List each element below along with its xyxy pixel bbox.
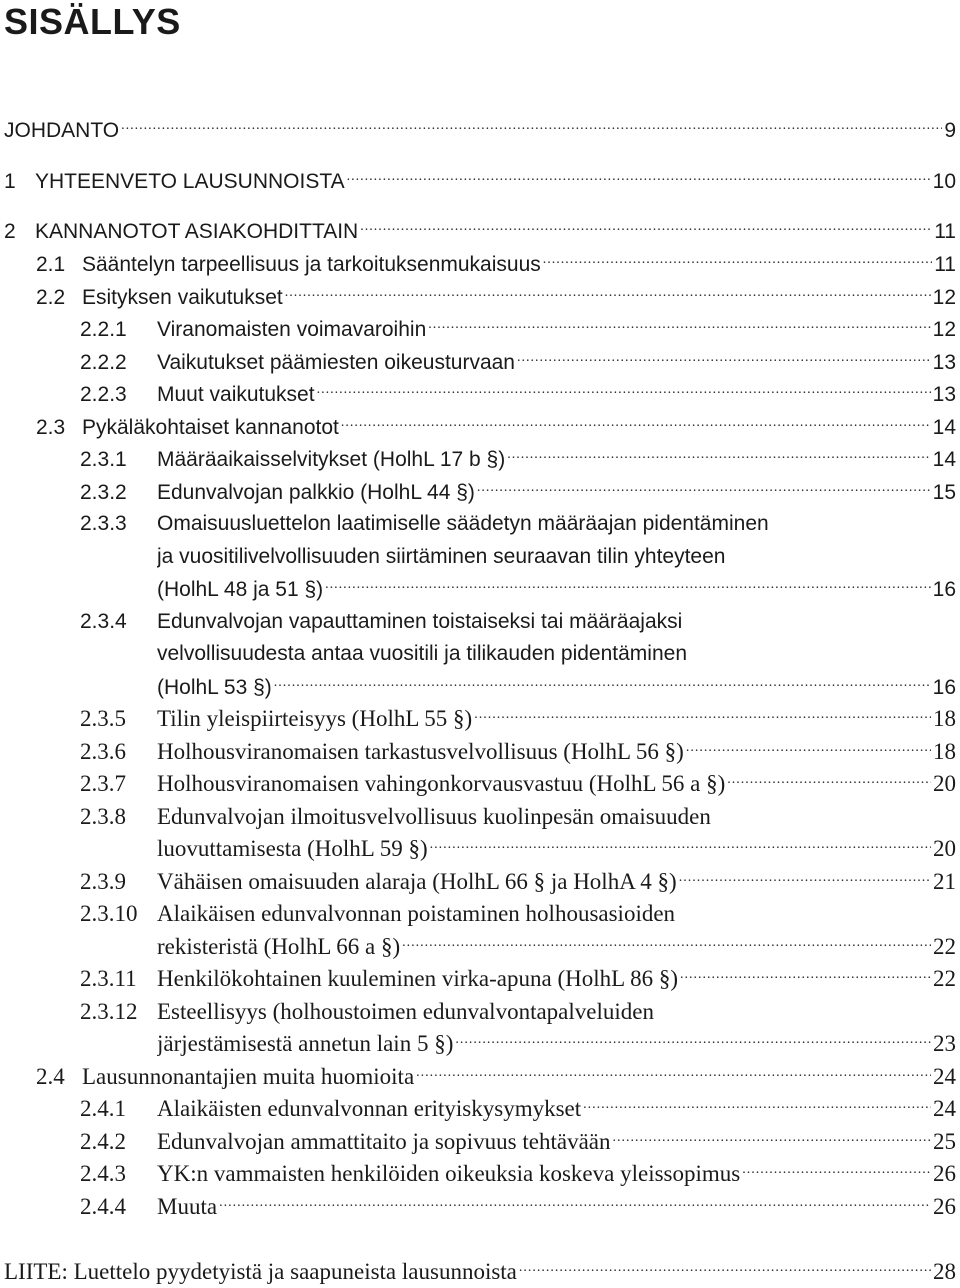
toc-entry-title: Omaisuusluettelon laatimiselle säädetyn määräajan pidentäminen [157,512,769,535]
dot-leader [416,1061,931,1084]
toc-entry[interactable] [80,1158,956,1190]
toc-entry[interactable] [80,768,956,800]
toc-entry-page-number: 16 [932,676,956,699]
toc-entry-title: YK:n vammaisten henkilöiden oikeuksia koskeva yleissopimus [157,1161,741,1186]
dot-leader [428,313,930,336]
toc-entry[interactable] [80,346,956,378]
toc-entry-title: LIITE: Luettelo pyydetyistä ja saapuneista lausunnoista [4,1259,517,1284]
toc-entry-page-number: 13 [932,351,956,374]
toc-entry-number: 2.4.2 [80,1129,126,1154]
toc-entry-title: Alaikäisten edunvalvonnan erityiskysymykset [157,1096,582,1121]
toc-entry[interactable] [80,1191,956,1223]
dot-leader [519,1256,931,1279]
toc-entry[interactable] [157,833,956,865]
toc-entry-number: 2.4.4 [80,1194,126,1219]
toc-entry[interactable] [4,165,956,197]
dot-leader [219,1191,931,1214]
toc-entry-number: 2.4.3 [80,1161,126,1186]
toc-entry-title: Vähäisen omaisuuden alaraja (HolhL 66 § ja HolhA 4 §) [157,869,677,894]
toc-entry-title: Alaikäisen edunvalvonnan poistaminen holhousasioiden [157,901,676,926]
toc-entry-title: YHTEENVETO LAUSUNNOISTA [35,170,345,193]
toc-entry-page-number: 15 [932,481,956,504]
toc-entry-page-number: 11 [934,253,956,276]
toc-entry-title: Holhousviranomaisen vahingonkorvausvastuu (HolhL 56 a §) [157,771,726,796]
toc-entry[interactable] [80,1126,956,1158]
toc-entry-title: Määräaikaisselvitykset (HolhL 17 b §) [157,448,506,471]
dot-leader [360,215,932,238]
toc-entry-page-number: 20 [933,771,956,796]
toc-entry-page-number: 9 [944,119,956,142]
toc-entry[interactable] [80,1093,956,1125]
toc-entry[interactable] [80,476,956,508]
dot-leader [455,1028,931,1051]
toc-entry[interactable] [80,508,956,540]
page-title: SISÄLLYS [4,1,181,42]
toc-entry[interactable] [80,866,956,898]
toc-entry[interactable] [4,114,956,146]
dot-leader [583,1093,931,1116]
toc-entry-title: velvollisuudesta antaa vuositili ja tilikauden pidentäminen [157,642,687,665]
dot-leader [679,866,931,889]
dot-leader [285,281,931,304]
toc-entry-title: Lausunnonantajien muita huomioita [82,1064,415,1089]
toc-entry-page-number: 26 [933,1161,956,1186]
toc-entry[interactable] [36,281,956,313]
toc-entry-number: 2.3.12 [80,999,138,1024]
toc-entry-page-number: 10 [932,170,956,193]
toc-entry[interactable] [157,638,956,670]
toc-entry-page-number: 13 [932,383,956,406]
dot-leader [430,833,931,856]
dot-leader [680,963,931,986]
toc-entry-page-number: 22 [933,934,956,959]
toc-entry-number: 1 [4,170,16,193]
dot-leader [686,736,931,759]
toc-entry-title: (HolhL 48 ja 51 §) [157,578,324,601]
dot-leader [121,114,942,137]
toc-entry-number: 2.3.9 [80,869,126,894]
toc-entry-number: 2.3.4 [80,610,127,633]
toc-entry-title: Muut vaikutukset [157,383,315,406]
toc-entry[interactable] [36,411,956,443]
toc-entry[interactable] [157,1028,956,1060]
toc-entry-page-number: 24 [933,1064,956,1089]
toc-entry[interactable] [80,963,956,995]
toc-entry-page-number: 24 [933,1096,956,1121]
toc-entry-number: 2.3.11 [80,966,137,991]
toc-entry-number: 2.2.1 [80,318,127,341]
toc-entry-page-number: 23 [933,1031,956,1056]
toc-entry-number: 2.3 [36,416,66,439]
dot-leader [325,573,930,596]
toc-entry-title: järjestämisestä annetun lain 5 §) [157,1031,454,1056]
toc-entry-page-number: 11 [934,220,956,243]
toc-entry-page-number: 12 [932,286,956,309]
toc-entry[interactable] [80,443,956,475]
toc-entry[interactable] [36,248,956,280]
toc-entry-number: 2.3.10 [80,901,138,926]
dot-leader [317,378,931,401]
toc-entry-number: 2.3.3 [80,512,127,535]
toc-entry[interactable] [80,703,956,735]
toc-entry[interactable] [80,996,956,1028]
toc-entry[interactable] [80,736,956,768]
toc-entry-title: Edunvalvojan vapauttaminen toistaiseksi tai määräajaksi [157,610,683,633]
toc-entry-number: 2.2.2 [80,351,127,374]
toc-entry[interactable] [80,801,956,833]
toc-entry-page-number: 22 [933,966,956,991]
toc-entry-title: (HolhL 53 §) [157,676,272,699]
toc-entry[interactable] [80,313,956,345]
toc-entry[interactable] [4,215,956,247]
dot-leader [517,346,931,369]
toc-entry-title: Sääntelyn tarpeellisuus ja tarkoituksenmukaisuus [82,253,541,276]
toc-entry-title: Edunvalvojan ilmoitusvelvollisuus kuolinpesän omaisuuden [157,804,711,829]
toc-entry[interactable] [157,541,956,573]
toc-entry-number: 2.3.2 [80,481,127,504]
toc-entry-title: luovuttamisesta (HolhL 59 §) [157,836,428,861]
toc-entry-title: Henkilökohtainen kuuleminen virka-apuna (HolhL 86 §) [157,966,678,991]
toc-entry-title: Esteellisyys (holhoustoimen edunvalvontapalveluiden [157,999,654,1024]
toc-entry-title: Viranomaisten voimavaroihin [157,318,427,341]
toc-entry[interactable] [80,378,956,410]
toc-entry-page-number: 16 [932,578,956,601]
toc-entry-title: Pykäläkohtaiset kannanotot [82,416,339,439]
toc-entry-page-number: 14 [932,448,956,471]
toc-entry-number: 2.2.3 [80,383,127,406]
dot-leader [613,1126,932,1149]
toc-entry-page-number: 20 [933,836,956,861]
toc-entry[interactable] [36,1061,956,1093]
dot-leader [477,476,931,499]
toc-entry[interactable] [157,573,956,605]
toc-entry-number: 2.1 [36,253,66,276]
toc-entry-number: 2.4 [36,1064,65,1089]
toc-entry-title: JOHDANTO [4,119,120,142]
dot-leader [341,411,931,434]
dot-leader [543,248,932,271]
toc-entry[interactable] [157,931,956,963]
toc-entry-page-number: 28 [933,1259,956,1284]
toc-entry-page-number: 12 [932,318,956,341]
toc-entry[interactable] [80,898,956,930]
toc-entry-page-number: 18 [933,739,956,764]
toc-entry[interactable] [4,1256,956,1288]
dot-leader [347,165,931,188]
toc-entry-number: 2.2 [36,286,66,309]
toc-entry-title: Edunvalvojan ammattitaito ja sopivuus tehtävään [157,1129,611,1154]
toc-entry-number: 2.3.5 [80,706,126,731]
toc-entry[interactable] [80,606,956,638]
dot-leader [402,931,931,954]
toc-entry-number: 2.3.1 [80,448,127,471]
toc-entry-number: 2.3.7 [80,771,126,796]
dot-leader [474,703,931,726]
toc-entry-page-number: 26 [933,1194,956,1219]
toc-entry-title: Muuta [157,1194,218,1219]
toc-entry-title: Vaikutukset päämiesten oikeusturvaan [157,351,515,374]
toc-entry-number: 2.3.6 [80,739,126,764]
toc-entry-title: KANNANOTOT ASIAKOHDITTAIN [35,220,359,243]
toc-entry-page-number: 25 [933,1129,956,1154]
toc-entry-title: Holhousviranomaisen tarkastusvelvollisuus (HolhL 56 §) [157,739,684,764]
toc-entry-page-number: 21 [933,869,956,894]
toc-entry-page-number: 18 [933,706,956,731]
dot-leader [274,671,931,694]
toc-entry-title: Tilin yleispiirteisyys (HolhL 55 §) [157,706,473,731]
toc-entry-number: 2.4.1 [80,1096,126,1121]
toc-entry-title: Edunvalvojan palkkio (HolhL 44 §) [157,481,475,504]
toc-entry-title: Esityksen vaikutukset [82,286,283,309]
toc-entry-number: 2.3.8 [80,804,126,829]
dot-leader [507,443,930,466]
toc-entry-title: ja vuositilivelvollisuuden siirtäminen seuraavan tilin yhteyteen [157,545,726,568]
dot-leader [742,1158,931,1181]
toc-entry-title: rekisteristä (HolhL 66 a §) [157,934,401,959]
dot-leader [727,768,931,791]
toc-entry-page-number: 14 [932,416,956,439]
toc-entry[interactable] [157,671,956,703]
toc-entry-number: 2 [4,220,16,243]
